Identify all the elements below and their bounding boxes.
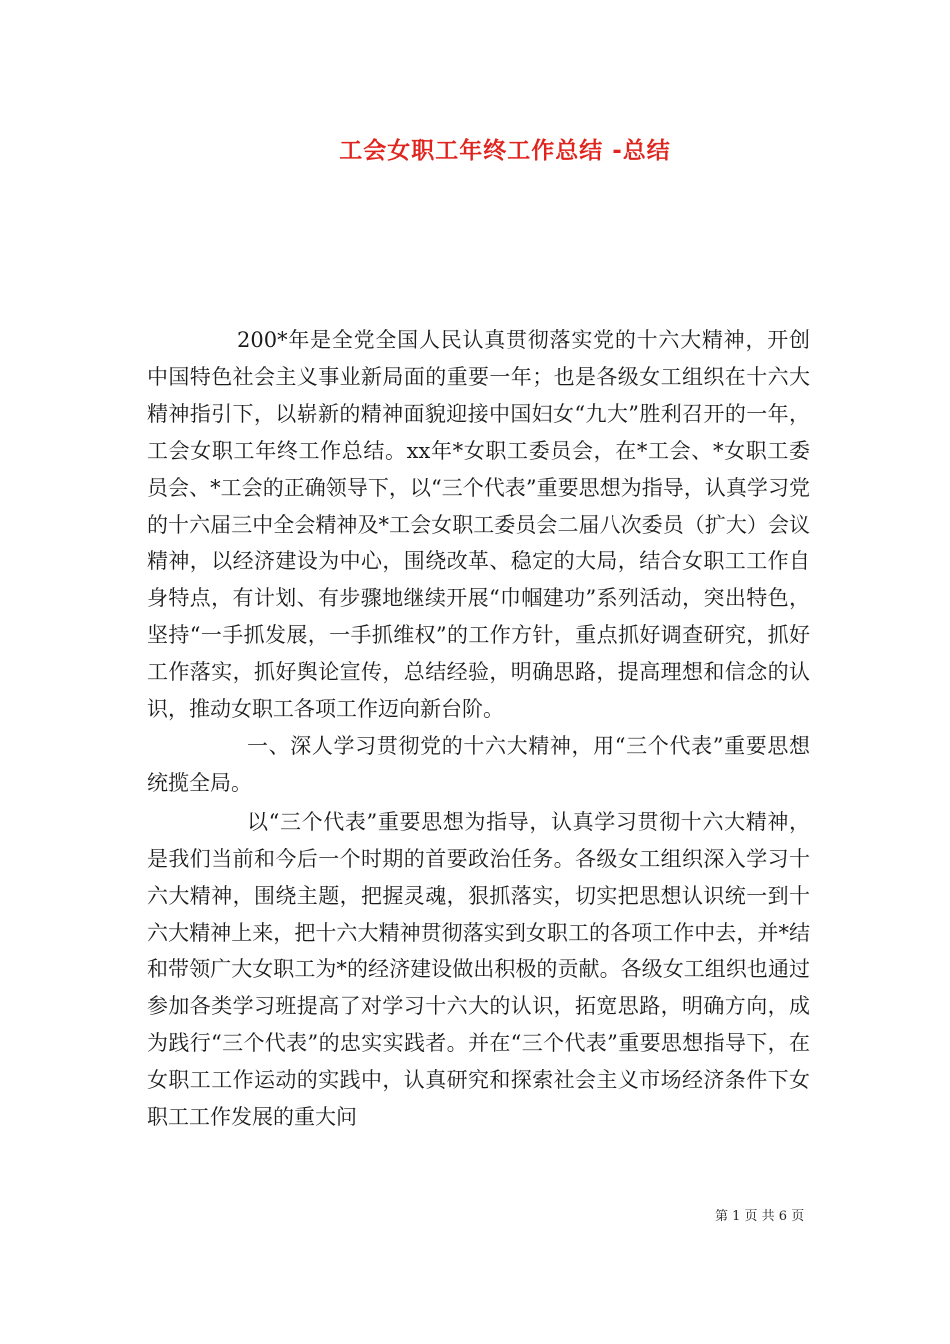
page-number: 第 1 页 共 6 页 xyxy=(715,1209,805,1224)
section-heading-one: 一、深人学习贯彻党的十六大精神，用“三个代表”重要思想统揽全局。 xyxy=(147,733,810,795)
paragraph-section-one: 以“三个代表”重要思想为指导，认真学习贯彻十六大精神，是我们当前和今后一个时期的首要政治任务。各级女工组织深入学习十六大精神，围绕主题，把握灵魂，狠抓落实，切实把思想认识统一到十六大精神上来，把十六大精神贯彻落实到女职工的各项工作中去，并*结和带领广大女职工为*的经济建设做出积极的贡献。各级女工组织也通过参加各类学习班提高了对学习十六大的认识，拓宽思路，明确方向，成为践行“三个代表”的忠实实践者。并在“三个代表”重要思想指导下，在女职工工作运动的实践中，认真研究和探索社会主义市场经济条件下女职工工作发展的重大问 xyxy=(147,809,810,1130)
document-title: 工会女职工年终工作总结 -总结 xyxy=(339,138,671,164)
paragraph-intro: 200*年是全党全国人民认真贯彻落实党的十六大精神，开创中国特色社会主义事业新局面的重要一年；也是各级女工组织在十六大精神指引下，以崭新的精神面貌迎接中国妇女“九大”胜利召开的一年，工会女职工年终工作总结。xx年*女职工委员会，在*工会、*女职工委员会、*工会的正确领导下，以“三个代表”重要思想为指导，认真学习党的十六届三中全会精神及*工会女职工委员会二届八次委员（扩大）会议精神，以经济建设为中心，围绕改革、稳定的大局，结合女职工工作自身特点，有计划、有步骤地继续开展“巾帼建功”系列活动，突出特色，坚持“一手抓发展，一手抓维权”的工作方针，重点抓好调查研究，抓好工作落实，抓好舆论宣传，总结经验，明确思路，提高理想和信念的认识，推动女职工各项工作迈向新台阶。 xyxy=(147,328,810,722)
document-body xyxy=(147,322,810,1136)
